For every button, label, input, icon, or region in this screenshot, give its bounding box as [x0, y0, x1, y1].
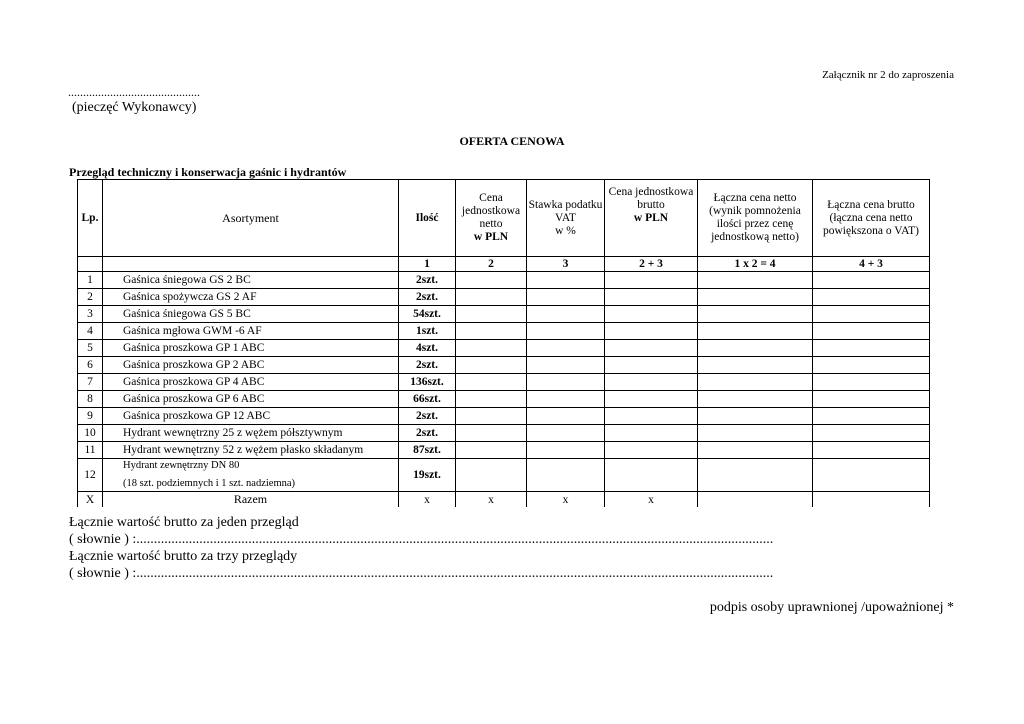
row-lp: 5	[78, 340, 103, 357]
sum-three-label: Łącznie wartość brutto za trzy przeglądy	[69, 549, 298, 564]
row-name: Gaśnica proszkowa GP 6 ABC	[103, 391, 399, 408]
total-label: Razem	[103, 492, 399, 508]
col-header-cena-netto	[456, 180, 527, 257]
total-brutto-cell[interactable]	[813, 391, 930, 408]
col-header-laczna-brutto	[813, 180, 930, 257]
total-netto-cell[interactable]	[698, 306, 813, 323]
total-netto-cell[interactable]	[698, 492, 813, 508]
col-header-line: VAT	[555, 211, 576, 224]
row-qty: 2szt.	[399, 357, 456, 374]
price-netto-cell[interactable]	[456, 442, 527, 459]
col-header-line: netto	[479, 218, 503, 230]
row-lp: 9	[78, 408, 103, 425]
total-netto-cell[interactable]	[698, 272, 813, 289]
total-netto-cell[interactable]	[698, 323, 813, 340]
vat-cell[interactable]	[527, 391, 605, 408]
document-subtitle: Przegląd techniczny i konserwacja gaśnic i hydrantów	[69, 165, 347, 179]
row-lp: 11	[78, 442, 103, 459]
stamp-dots: ............................................	[68, 85, 200, 99]
col-header-line: brutto	[637, 199, 665, 211]
total-brutto-cell[interactable]	[813, 459, 930, 492]
table-row	[78, 289, 930, 306]
table-row	[78, 391, 930, 408]
col-header-laczna-netto	[698, 180, 813, 257]
row-name: Gaśnica proszkowa GP 12 ABC	[103, 408, 399, 425]
price-netto-cell[interactable]	[456, 289, 527, 306]
row-name: Hydrant wewnętrzny 25 z wężem półsztywnym	[103, 425, 399, 442]
col-header-line: Stawka podatku	[528, 198, 603, 211]
total-netto-cell[interactable]	[698, 442, 813, 459]
price-brutto-cell[interactable]	[605, 289, 698, 306]
vat-cell[interactable]	[527, 340, 605, 357]
total-x: x	[605, 492, 698, 508]
price-brutto-cell[interactable]	[605, 459, 698, 492]
table-body	[78, 272, 930, 492]
total-netto-cell[interactable]	[698, 425, 813, 442]
vat-cell[interactable]	[527, 289, 605, 306]
price-netto-cell[interactable]	[456, 374, 527, 391]
row-lp: 3	[78, 306, 103, 323]
total-brutto-cell[interactable]	[813, 492, 930, 508]
row-name: Gaśnica śniegowa GS 5 BC	[103, 306, 399, 323]
price-netto-cell[interactable]	[456, 340, 527, 357]
vat-cell[interactable]	[527, 459, 605, 492]
row-lp: 10	[78, 425, 103, 442]
price-netto-cell[interactable]	[456, 391, 527, 408]
price-brutto-cell[interactable]	[605, 306, 698, 323]
offer-table	[77, 179, 930, 507]
total-netto-cell[interactable]	[698, 459, 813, 492]
col-header-line: powiększona o VAT)	[822, 224, 920, 237]
price-netto-cell[interactable]	[456, 408, 527, 425]
vat-cell[interactable]	[527, 272, 605, 289]
vat-cell[interactable]	[527, 442, 605, 459]
col-header-line: jednostkowa	[461, 205, 521, 217]
col-header-line: Cena jednostkowa	[608, 186, 694, 198]
price-brutto-cell[interactable]	[605, 408, 698, 425]
total-brutto-cell[interactable]	[813, 442, 930, 459]
total-x: x	[456, 492, 527, 508]
price-brutto-cell[interactable]	[605, 442, 698, 459]
price-netto-cell[interactable]	[456, 357, 527, 374]
row-qty: 1szt.	[399, 323, 456, 340]
vat-cell[interactable]	[527, 425, 605, 442]
row-qty: 19szt.	[399, 459, 456, 492]
price-netto-cell[interactable]	[456, 425, 527, 442]
col-header-ilosc: Ilość	[399, 180, 456, 257]
table-row	[78, 340, 930, 357]
col-header-vat	[527, 180, 605, 257]
stamp-label: (pieczęć Wykonawcy)	[72, 100, 197, 115]
price-brutto-cell[interactable]	[605, 323, 698, 340]
row-qty: 87szt.	[399, 442, 456, 459]
row-name: Hydrant wewnętrzny 52 z wężem płasko składanym	[103, 442, 399, 459]
sum-three-words[interactable]: ( słownie ) :......................................................................................................................................................................................	[69, 566, 774, 581]
row-lp: 6	[78, 357, 103, 374]
total-netto-cell[interactable]	[698, 289, 813, 306]
total-brutto-cell[interactable]	[813, 272, 930, 289]
document-title: OFERTA CENOWA	[459, 134, 565, 148]
total-lp: X	[78, 492, 103, 508]
vat-cell[interactable]	[527, 357, 605, 374]
price-netto-cell[interactable]	[456, 459, 527, 492]
row-lp: 12	[78, 459, 103, 492]
total-brutto-cell[interactable]	[813, 289, 930, 306]
total-netto-cell[interactable]	[698, 391, 813, 408]
total-brutto-cell[interactable]	[813, 357, 930, 374]
table-row	[78, 459, 930, 492]
price-brutto-cell[interactable]	[605, 374, 698, 391]
number-cell: 3	[527, 257, 605, 272]
col-header-line: Łączna cena netto	[713, 192, 797, 204]
table-row	[78, 408, 930, 425]
row-lp: 1	[78, 272, 103, 289]
row-qty: 136szt.	[399, 374, 456, 391]
price-netto-cell[interactable]	[456, 323, 527, 340]
row-qty: 4szt.	[399, 340, 456, 357]
total-x: x	[399, 492, 456, 508]
table-row	[78, 442, 930, 459]
number-cell: 1	[399, 257, 456, 272]
price-brutto-cell[interactable]	[605, 425, 698, 442]
col-header-line: w PLN	[473, 231, 509, 243]
price-netto-cell[interactable]	[456, 272, 527, 289]
col-header-line: (wynik pomnożenia	[709, 205, 801, 217]
row-name: Gaśnica proszkowa GP 4 ABC	[103, 374, 399, 391]
price-brutto-cell[interactable]	[605, 340, 698, 357]
total-netto-cell[interactable]	[698, 340, 813, 357]
price-brutto-cell[interactable]	[605, 272, 698, 289]
number-cell: 4 + 3	[813, 257, 930, 272]
number-cell: 2 + 3	[605, 257, 698, 272]
total-x: x	[527, 492, 605, 508]
col-header-cena-brutto	[605, 180, 698, 257]
row-name: Gaśnica mgłowa GWM -6 AF	[103, 323, 399, 340]
table-row	[78, 306, 930, 323]
row-qty: 2szt.	[399, 425, 456, 442]
col-header-line: jednostkową netto)	[711, 231, 799, 243]
col-header-line: Łączna cena brutto	[827, 198, 915, 211]
row-qty: 66szt.	[399, 391, 456, 408]
row-name: Gaśnica proszkowa GP 1 ABC	[103, 340, 399, 357]
col-header-lp: Lp.	[78, 180, 103, 257]
col-header-line: Cena	[479, 192, 503, 204]
row-lp: 4	[78, 323, 103, 340]
price-brutto-cell[interactable]	[605, 391, 698, 408]
vat-cell[interactable]	[527, 374, 605, 391]
row-name-line: (18 szt. podziemnych i 1 szt. nadziemna)	[123, 478, 296, 489]
vat-cell[interactable]	[527, 408, 605, 425]
table-row	[78, 357, 930, 374]
row-name: Gaśnica spożywcza GS 2 AF	[103, 289, 399, 306]
total-brutto-cell[interactable]	[813, 425, 930, 442]
total-netto-cell[interactable]	[698, 408, 813, 425]
total-brutto-cell[interactable]	[813, 408, 930, 425]
row-lp: 7	[78, 374, 103, 391]
vat-cell[interactable]	[527, 323, 605, 340]
sum-one-words[interactable]: ( słownie ) :......................................................................................................................................................................................	[69, 532, 774, 547]
total-brutto-cell[interactable]	[813, 323, 930, 340]
row-name: Gaśnica śniegowa GS 2 BC	[103, 272, 399, 289]
number-cell: 2	[456, 257, 527, 272]
row-qty: 2szt.	[399, 408, 456, 425]
number-cell: 1 x 2 = 4	[698, 257, 813, 272]
total-brutto-cell[interactable]	[813, 340, 930, 357]
signature-label: podpis osoby uprawnionej /upoważnionej *	[709, 600, 954, 615]
row-name	[103, 459, 399, 492]
number-cell	[78, 257, 103, 272]
col-header-line: ilości przez cenę	[716, 218, 794, 230]
table-row	[78, 374, 930, 391]
row-lp: 2	[78, 289, 103, 306]
col-header-line: w PLN	[633, 212, 669, 224]
vat-cell[interactable]	[527, 306, 605, 323]
col-header-line: (łączna cena netto	[829, 211, 913, 224]
col-header-line: w %	[555, 224, 576, 237]
total-netto-cell[interactable]	[698, 374, 813, 391]
price-netto-cell[interactable]	[456, 306, 527, 323]
row-lp: 8	[78, 391, 103, 408]
attachment-note: Załącznik nr 2 do zaproszenia	[822, 69, 954, 81]
total-netto-cell[interactable]	[698, 357, 813, 374]
table-row	[78, 323, 930, 340]
row-name-line: Hydrant zewnętrzny DN 80	[123, 460, 240, 471]
price-brutto-cell[interactable]	[605, 357, 698, 374]
row-name: Gaśnica proszkowa GP 2 ABC	[103, 357, 399, 374]
row-qty: 2szt.	[399, 289, 456, 306]
table-row	[78, 272, 930, 289]
row-qty: 54szt.	[399, 306, 456, 323]
number-cell	[103, 257, 399, 272]
total-brutto-cell[interactable]	[813, 306, 930, 323]
col-header-asortyment: Asortyment	[103, 180, 399, 257]
sum-one-label: Łącznie wartość brutto za jeden przegląd	[69, 515, 299, 530]
total-brutto-cell[interactable]	[813, 374, 930, 391]
row-qty: 2szt.	[399, 272, 456, 289]
table-row	[78, 425, 930, 442]
